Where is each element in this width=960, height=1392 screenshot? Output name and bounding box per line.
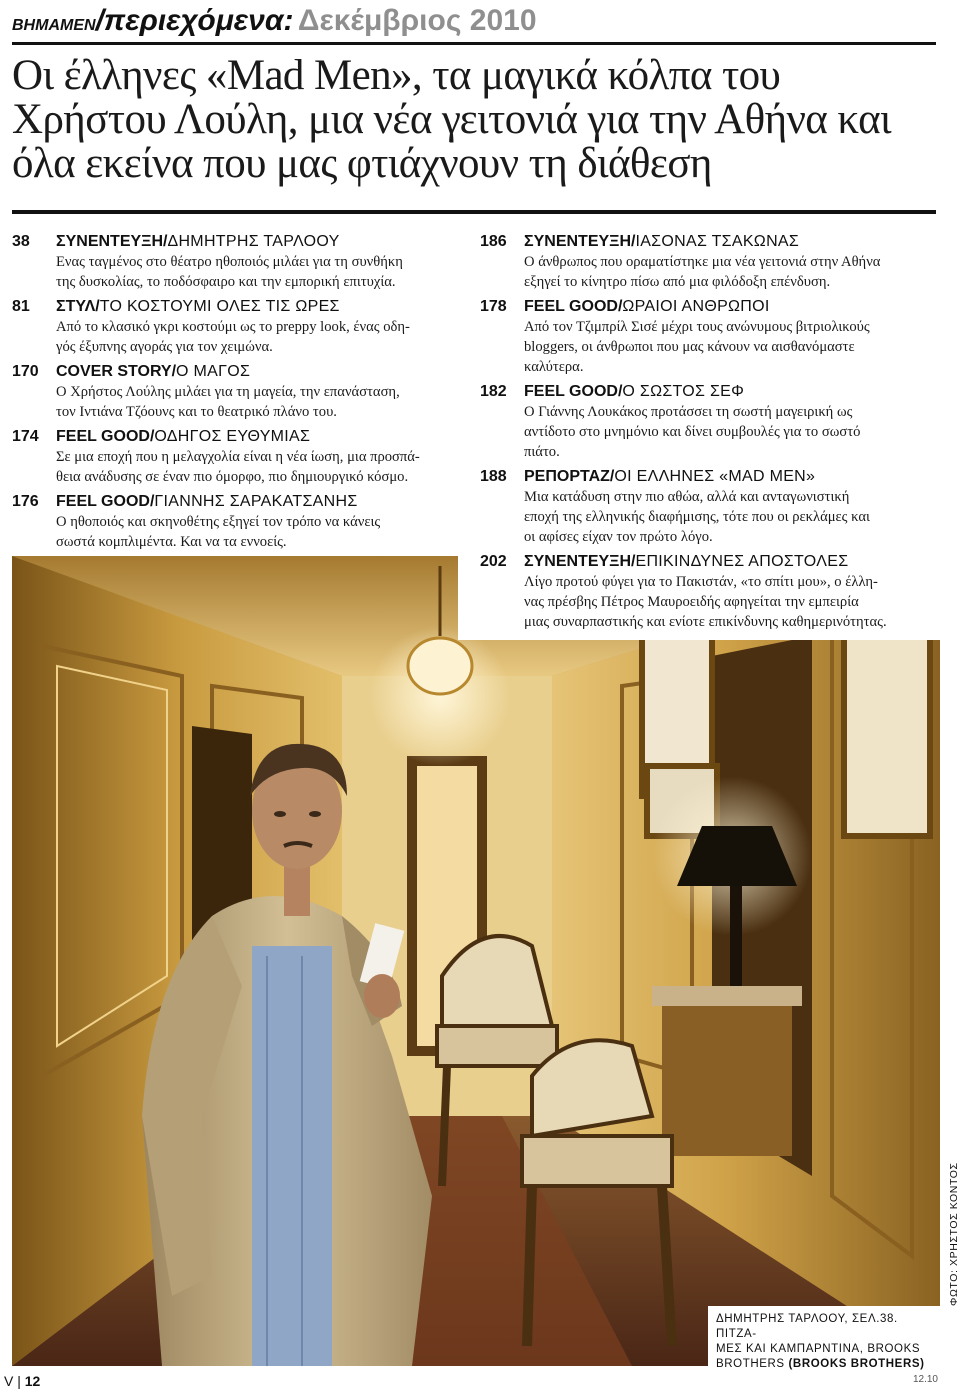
toc-title: ΓΙΑΝΝΗΣ ΣΑΡΑΚΑΤΣΑΝΗΣ [154,493,358,510]
toc-page-number: 170 [12,363,39,380]
toc-page-number: 81 [12,298,30,315]
toc-description: Ο Χρήστος Λούλης μιλάει για τη μαγεία, την επανάσταση, τον Ιντιάνα Τζόουνς και το θεατρικό πλάνο του. [56,384,400,420]
toc-page-number: 174 [12,428,39,445]
toc-entry[interactable] [12,427,460,487]
toc-entry[interactable] [480,467,940,547]
toc-entry[interactable] [480,552,940,632]
toc-entry[interactable] [12,492,460,552]
toc-entry[interactable] [12,297,460,357]
headline-line-2: Χρήστου Λούλη, μια νέα γειτονιά για την Αθήνα και [12,96,891,143]
issue-date-folio: 12.10 [912,1374,938,1385]
toc-page-number: 186 [480,233,507,250]
headline-line-3: όλα εκείνα που μας φτιάχνουν τη διάθεση [12,140,712,187]
toc-description: Ο Γιάννης Λουκάκος προτάσσει τη σωστή μαγειρική ως αντίδοτο στο μνημόνιο και δίνει συμβουλές για το σωστό πιάτο. [524,404,861,460]
toc-description: Σε μια εποχή που η μελαγχολία είναι η νέα ίωση, μια προσπά- θεια ανάδυσης σε έναν πιο όμορφο, πιο δημιουργικό κόσμο. [56,449,420,485]
page-headline [12,54,912,186]
toc-title: ΕΠΙΚΙΝΔΥΝΕΣ ΑΠΟΣΤΟΛΕΣ [635,553,849,570]
masthead-slash: / [95,4,104,37]
toc-page-number: 202 [480,553,507,570]
toc-title: ΙΑΣΟΝΑΣ ΤΣΑΚΩΝΑΣ [635,233,800,250]
toc-title: ΩΡΑΙΟΙ ΑΝΘΡΩΠΟΙ [622,298,770,315]
toc-entry[interactable] [12,232,460,292]
toc-category: ΡΕΠΟΡΤΑΖ/ [524,468,615,485]
toc-description: Από το κλασικό γκρι κοστούμι ως το preppy look, ένας οδη- γός έξυπνης αγοράς για τον χειμώνα. [56,319,410,355]
page-number: 12 [24,1373,41,1389]
toc-description: Λίγο προτού φύγει για το Πακιστάν, «το σπίτι μου», ο έλλη- νας πρέσβης Πέτρος Μαυροειδής αφηγείται την εμπειρία μιας συναρπαστικής και ενίοτε επικίνδυνης καθημερινότητας. [524,574,887,630]
cover-photo [12,556,940,1366]
toc-page-number: 38 [12,233,30,250]
toc-description: Ενας ταγμένος στο θέατρο ηθοποιός μιλάει για τη συνθήκη της δυσκολίας, το ποδόσφαιρο και την εμπορική επιτυχία. [56,254,403,290]
toc-right-column [480,232,940,637]
toc-title: Ο ΣΩΣΤΟΣ ΣΕΦ [622,383,745,400]
toc-category: ΣΥΝΕΝΤΕΥΞΗ/ [524,233,636,250]
toc-description: Ο ηθοποιός και σκηνοθέτης εξηγεί τον τρόπο να κάνεις σωστά κομπλιμέντα. Και να τα εννοείς. [56,514,381,550]
photo-credit: ΦΩΤΟ: ΧΡΗΣΤΟΣ ΚΟΝΤΟΣ [948,1162,960,1306]
section-title: περιεχόμενα: [103,4,294,37]
brand-vima: ΒΗΜΑ [12,17,60,34]
toc-entry[interactable] [12,362,460,422]
toc-category: FEEL GOOD/ [56,493,155,510]
toc-page-number: 182 [480,383,507,400]
toc-entry[interactable] [480,382,940,462]
toc-category: FEEL GOOD/ [524,298,623,315]
toc-left-column [12,232,460,557]
issue-month: Δεκέμβριος 2010 [297,4,537,37]
toc-page-number: 178 [480,298,507,315]
toc-title: ΟΙ ΕΛΛΗΝΕΣ «MAD MEN» [614,468,816,485]
toc-category: ΣΥΝΕΝΤΕΥΞΗ/ [56,233,168,250]
toc-entry[interactable] [480,297,940,377]
toc-entry[interactable] [480,232,940,292]
hotel-corridor-photo [12,556,940,1366]
toc-title: Ο ΜΑΓΟΣ [176,363,251,380]
masthead [12,4,537,37]
photo-caption: ΔΗΜΗΤΡΗΣ ΤΑΡΛΟΟΥ, ΣΕΛ.38. ΠΙΤΖΑ- ΜΕΣ ΚΑΙ ΚΑΜΠΑΡΝΤΙΝΑ, BROOKS BROTHERS (BROOKS BROTHERS) [716,1313,925,1370]
headline-rule [12,210,936,214]
page-folio: V | 12 [4,1373,41,1389]
toc-description: Ο άνθρωπος που οραματίστηκε μια νέα γειτονιά στην Αθήνα εξηγεί το κίνητρο πίσω από μια φιλόδοξη επένδυση. [524,254,881,290]
toc-description: Μια κατάδυση στην πιο αθώα, αλλά και ανταγωνιστική εποχή της ελληνικής διαφήμισης, τότε που οι ρεκλάμες και οι αφίσες είχαν τον πρώτο λόγο. [524,489,870,545]
toc-category: COVER STORY/ [56,363,177,380]
toc-title: ΟΔΗΓΟΣ ΕΥΘΥΜΙΑΣ [154,428,311,445]
toc-category: FEEL GOOD/ [56,428,155,445]
top-rule [12,42,936,45]
toc-category: FEEL GOOD/ [524,383,623,400]
toc-category: ΣΥΝΕΝΤΕΥΞΗ/ [524,553,636,570]
toc-page-number: 188 [480,468,507,485]
headline-line-1: Οι έλληνες «Mad Men», τα μαγικά κόλπα του [12,52,781,99]
toc-page-number: 176 [12,493,39,510]
brand-men: MEN [60,17,96,34]
toc-title: ΔΗΜΗΤΡΗΣ ΤΑΡΛΟΟΥ [167,233,340,250]
toc-category: ΣΤΥΛ/ [56,298,100,315]
toc-description: Από τον Τζιμπρίλ Σισέ μέχρι τους ανώνυμους βιτριολικούς bloggers, οι άνθρωποι που μας κάνουν να αισθανόμαστε καλύτερα. [524,319,870,375]
toc-title: ΤΟ ΚΟΣΤΟΥΜΙ ΟΛΕΣ ΤΙΣ ΩΡΕΣ [99,298,340,315]
